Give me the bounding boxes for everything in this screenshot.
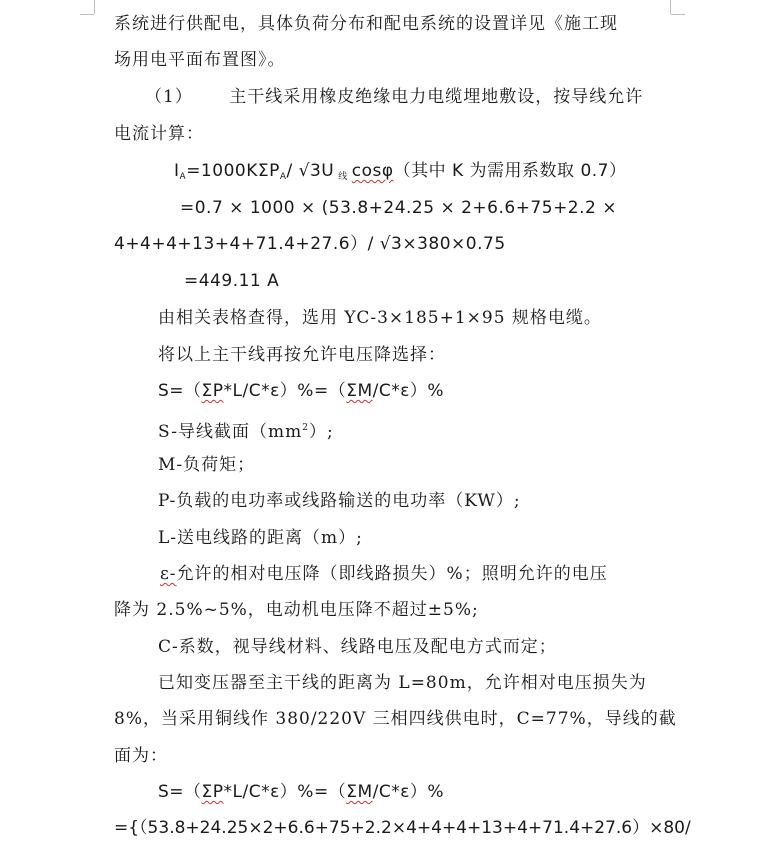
formula-text: ΣM — [346, 381, 373, 401]
text-line — [0, 629, 779, 665]
paragraph-text: 主干线采用橡皮绝缘电力电缆埋地敷设，按导线允许 — [229, 87, 644, 107]
definition-text: ）; — [309, 422, 334, 442]
formula-result — [0, 263, 779, 299]
text-line — [0, 592, 779, 628]
text-line — [0, 665, 779, 701]
formula-text: *L/C*ε）%=（ — [223, 381, 347, 401]
text-line — [0, 42, 779, 78]
paragraph-text: 8%，当采用铜线作 380/220V 三相四线供电时，C=77%，导线的截 — [114, 709, 677, 729]
formula-symbol: I — [174, 161, 180, 181]
text-line — [0, 556, 779, 592]
formula-text: *L/C*ε）%=（ — [223, 782, 347, 802]
definition-text: L-送电线路的距离（m）; — [158, 528, 363, 548]
paragraph-text: 由相关表格查得，选用 YC-3×185+1×95 规格电缆。 — [158, 308, 602, 328]
paragraph-text: 系统进行供配电，具体负荷分布和配电系统的设置详见《施工现 — [114, 14, 618, 34]
definition-symbol: ε- — [160, 564, 177, 584]
text-line — [0, 116, 779, 152]
formula-text: =449.11 A — [184, 271, 280, 291]
formula-text: cosφ — [351, 161, 394, 181]
text-line — [0, 738, 779, 774]
formula-subscript: A — [179, 172, 187, 182]
formula-section-repeat — [0, 774, 779, 810]
definition-text: M-负荷矩； — [158, 455, 256, 475]
formula-text: /C*ε）% — [372, 381, 445, 401]
formula-text: 4+4+4+13+4+71.4+27.6）/ √3×380×0.75 — [114, 234, 506, 254]
paragraph-text: 降为 2.5%~5%，电动机电压降不超过±5%; — [114, 600, 479, 620]
formula-line — [0, 190, 779, 226]
list-number: （1） — [145, 87, 193, 107]
text-line — [0, 483, 779, 519]
text-line — [0, 701, 779, 737]
text-line — [0, 337, 779, 373]
definition-text: S-导线截面（mm — [158, 422, 303, 442]
formula-text: S=（ — [158, 782, 202, 802]
paragraph-text: 已知变压器至主干线的距离为 L=80m，允许相对电压损失为 — [158, 673, 647, 693]
formula-line — [0, 810, 779, 846]
paragraph-text: 电流计算： — [114, 124, 204, 144]
formula-text: ΣM — [346, 782, 373, 802]
superscript: 2 — [302, 423, 309, 433]
text-line — [0, 520, 779, 556]
formula-section — [0, 373, 779, 409]
text-line — [0, 410, 779, 446]
definition-text: C-系数，视导线材料、线路电压及配电方式而定； — [158, 637, 557, 657]
formula-current — [0, 153, 779, 189]
text-line — [0, 447, 779, 483]
formula-text: =0.7 × 1000 × (53.8+24.25 × 2+6.6+75+2.2 × — [180, 198, 617, 218]
paragraph-text: 场用电平面布置图》。 — [114, 50, 286, 70]
formula-text: ΣP — [201, 782, 224, 802]
formula-text: /C*ε）% — [372, 782, 445, 802]
text-line — [0, 300, 779, 336]
formula-text: S=（ — [158, 381, 202, 401]
text-line — [0, 79, 779, 115]
formula-text: ={（53.8+24.25×2+6.6+75+2.2×4+4+4+13+4+71.4+27.6）×80/ — [114, 818, 691, 838]
formula-text: =1000KΣP — [186, 161, 280, 181]
paragraph-text: 将以上主干线再按允许电压降选择： — [158, 345, 446, 365]
definition-text: P-负载的电功率或线路输送的电功率（KW）; — [158, 491, 521, 511]
definition-text: 允许的相对电压降（即线路损失）%；照明允许的电压 — [176, 564, 608, 584]
formula-line — [0, 226, 779, 262]
paragraph-text: 面为： — [114, 746, 168, 766]
formula-subscript: A — [279, 172, 287, 182]
formula-text: / √3U — [286, 161, 335, 181]
formula-subscript: 线 — [338, 172, 348, 182]
text-line — [0, 6, 779, 42]
formula-note: （其中 K 为需用系数取 0.7） — [393, 161, 627, 181]
formula-text: ΣP — [201, 381, 224, 401]
